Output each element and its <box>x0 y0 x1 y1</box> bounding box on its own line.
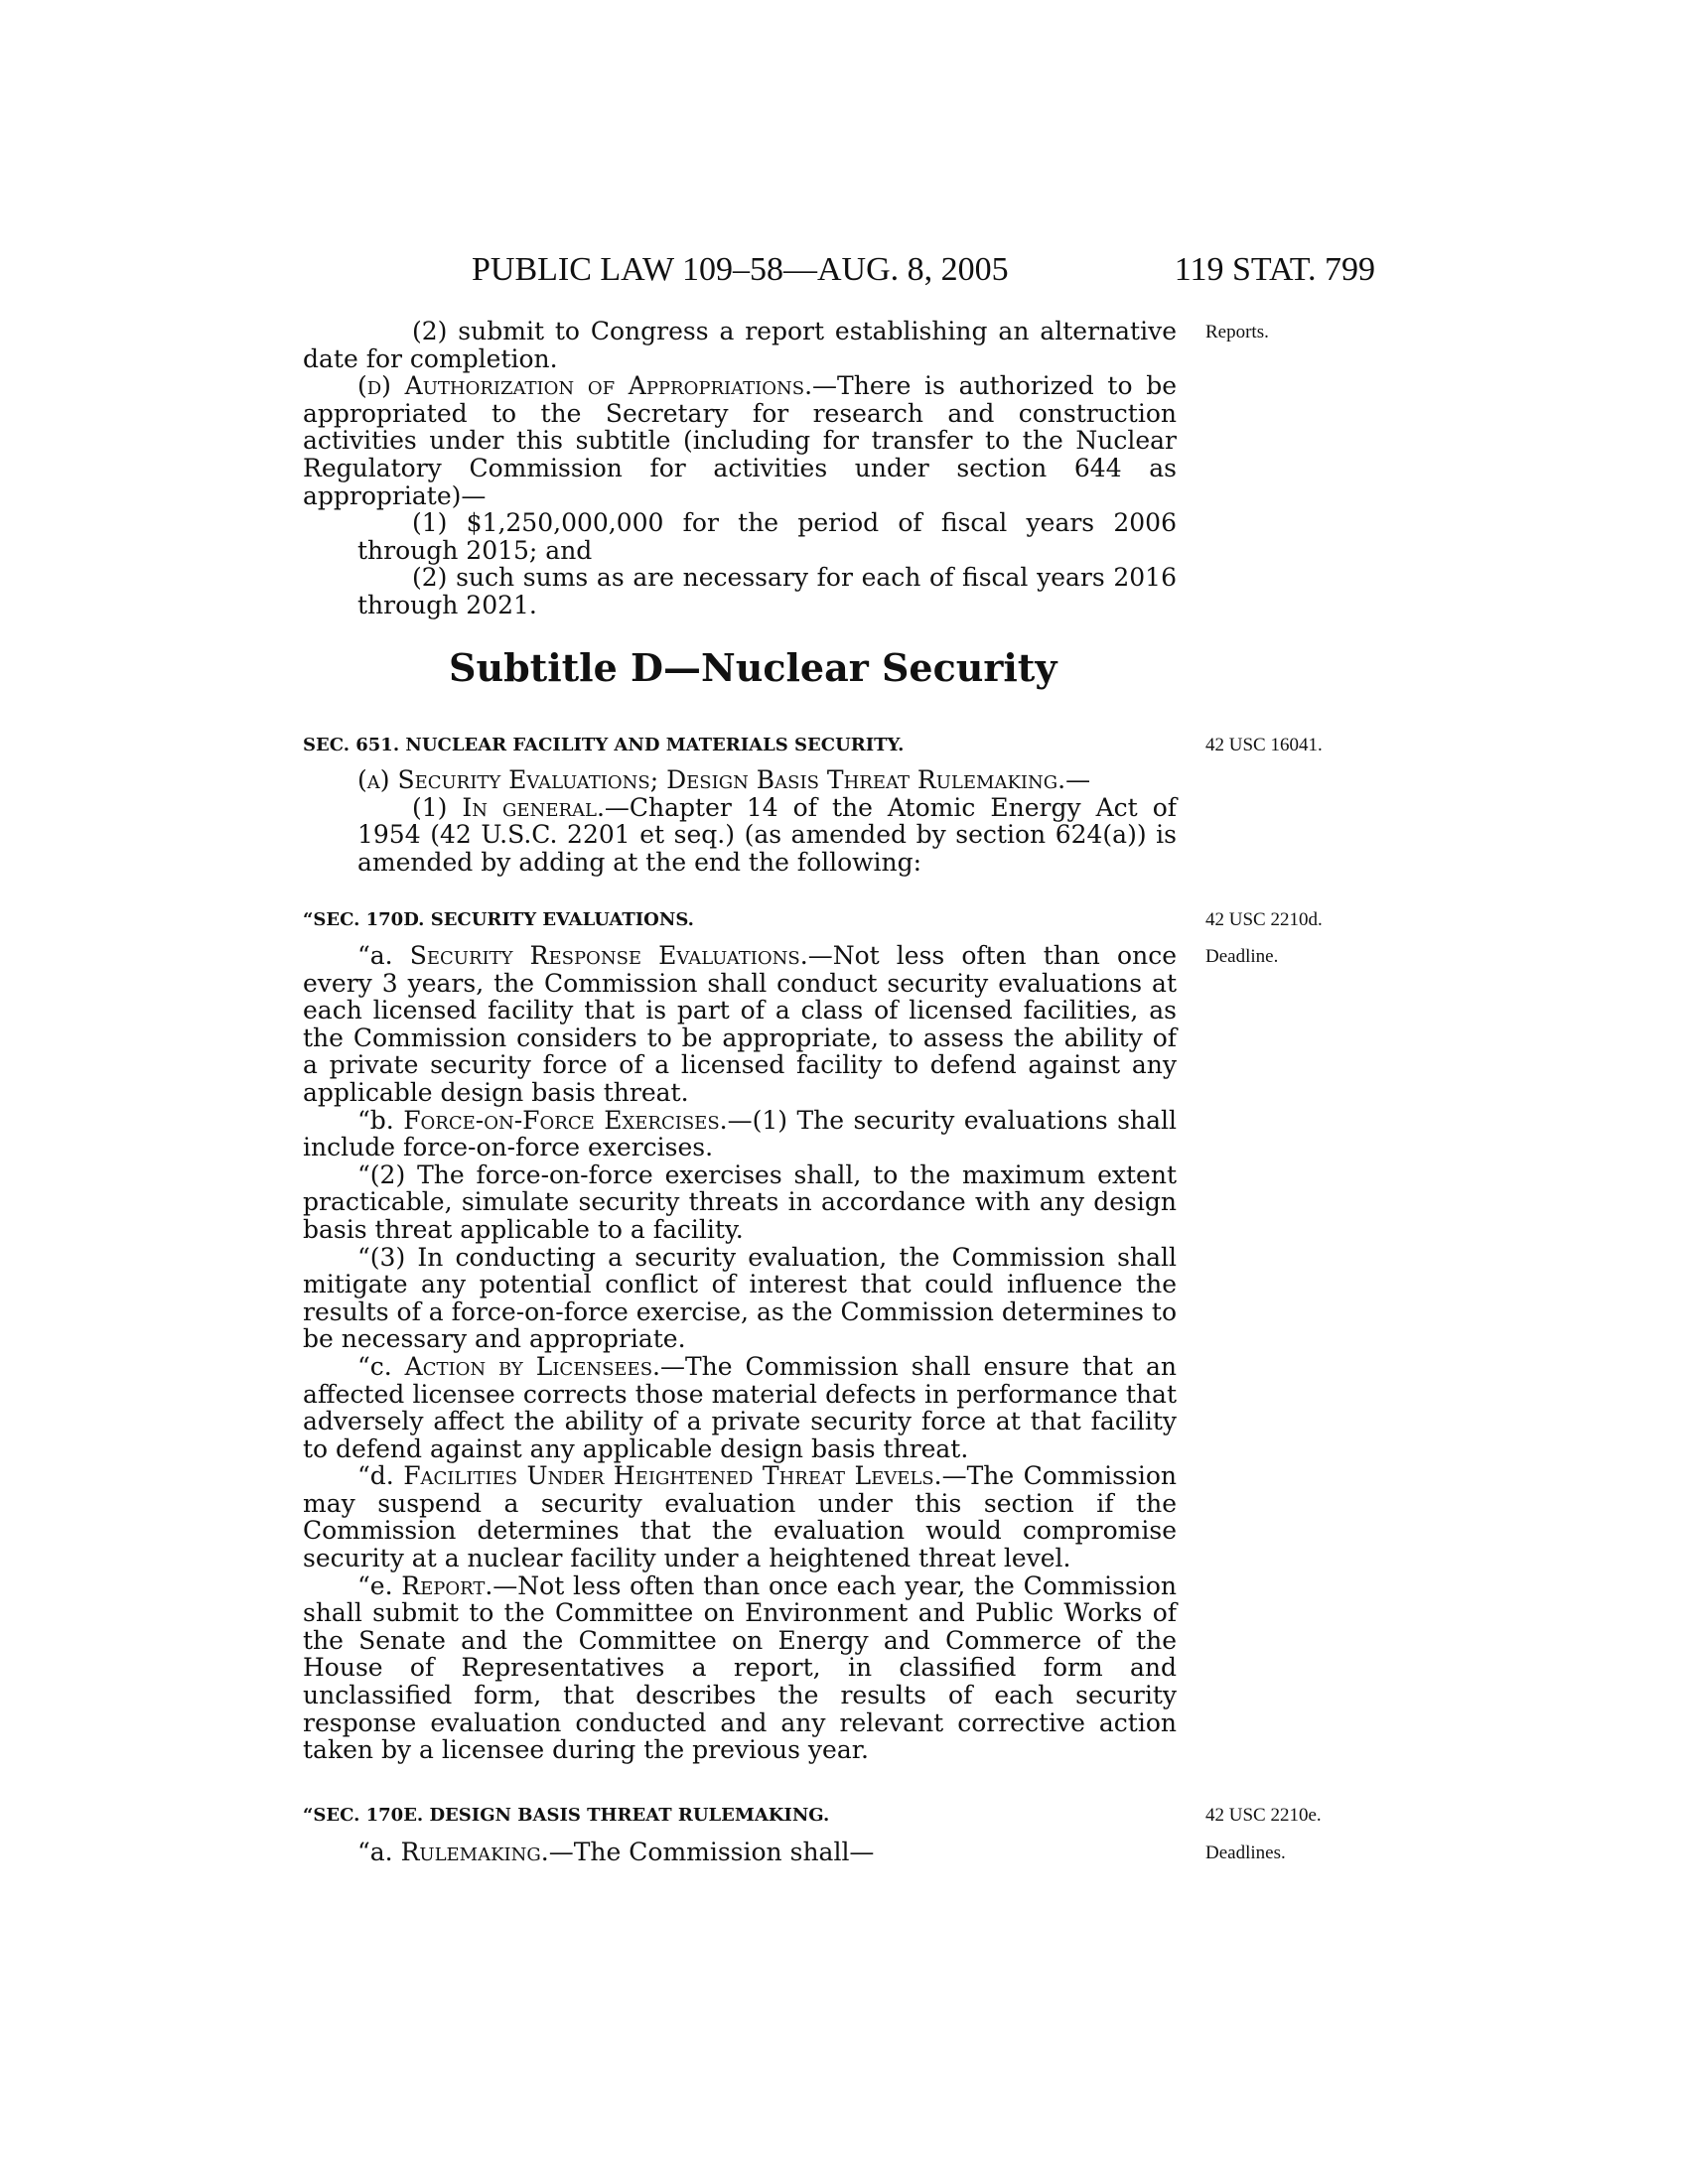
margin-note-deadlines: Deadlines. <box>1205 1843 1286 1863</box>
margin-note-deadline: Deadline. <box>1205 946 1279 967</box>
text-170d-d: —The Commission may suspend a security evaluation under this section if the Commission determines that the evaluation would compromise security at a nuclear facility under a heightened threat level. <box>303 1461 1177 1573</box>
paragraph-170d-d <box>303 1462 1177 1571</box>
text-170d-b: —(1) The security evaluations shall include force-on-force exercises. <box>303 1105 1177 1162</box>
margin-note-usc-16041: 42 USC 16041. <box>1205 735 1323 755</box>
paragraph-item-2: (2) such sums as are necessary for each of fiscal years 2016 through 2021. <box>357 563 1177 619</box>
paragraph-item-1: (1) $1,250,000,000 for the period of fiscal years 2006 through 2015; and <box>357 508 1177 565</box>
paragraph-submit-report: (2) submit to Congress a report establishing an alternative date for completion. <box>303 317 1177 373</box>
section-651-heading: SEC. 651. NUCLEAR FACILITY AND MATERIALS SECURITY. <box>303 735 905 755</box>
text-170e-a: —The Commission shall— <box>548 1838 875 1866</box>
paragraph-170d-b3: “(3) In conducting a security evaluation, the Commission shall mitigate any potential conflict of interest that could influence the results of a force-on-force exercise, as the Commission determines to be necessary and appropriate. <box>303 1242 1177 1354</box>
text-170d-c: —The Commission shall ensure that an affected licensee corrects those material defects in performance that adversely affect the ability of a private security force at that facility to defend against any applicable design basis threat. <box>303 1351 1177 1463</box>
running-head-law: PUBLIC LAW 109–58—AUG. 8, 2005 <box>472 251 1009 288</box>
quote-mark: “a. <box>357 1838 401 1866</box>
paragraph-170d-a <box>303 942 1177 1107</box>
margin-note-reports: Reports. <box>1205 322 1269 342</box>
paragraph-170e-a <box>303 1839 1177 1866</box>
margin-note-usc-2210d: 42 USC 2210d. <box>1205 909 1323 930</box>
heading-report: Report. <box>401 1570 493 1600</box>
heading-in-general: (1) In general. <box>412 792 605 822</box>
margin-note-usc-2210e: 42 USC 2210e. <box>1205 1805 1322 1826</box>
subtitle-heading: Subtitle D—Nuclear Security <box>449 645 1057 690</box>
paragraph-170d-e <box>303 1572 1177 1764</box>
section-651-block <box>303 766 1177 876</box>
heading-heightened-threat: Facilities Under Heightened Threat Levels. <box>403 1461 942 1491</box>
running-head-stat: 119 STAT. 799 <box>1174 251 1375 288</box>
heading-authorization: (d) Authorization of Appropriations. <box>357 371 813 401</box>
paragraph-170d-b2: “(2) The force-on-force exercises shall, to the maximum extent practicable, simulate security threats in accordance with any design basis threat applicable to a facility. <box>303 1160 1177 1244</box>
heading-security-response-evaluations: Security Response Evaluations. <box>409 941 808 970</box>
text-authorization: —There is authorized to be appropriated to the Secretary for research and construction activities under this subtitle (including for transfer to the Nuclear Regulatory Commission for activities under section 644 as appropriate)— <box>303 371 1177 510</box>
text-170d-a: —Not less often than once every 3 years, the Commission shall conduct security evaluations at each licensed facility that is part of a class of licensed facilities, as the Commission considers to be appropriate, to assess the ability of a private security force of a licensed facility to defend against any applicable design basis threat. <box>303 941 1177 1107</box>
text-security-evaluations: — <box>1065 765 1091 794</box>
quote-mark: “b. <box>357 1105 404 1135</box>
heading-rulemaking: Rulemaking. <box>400 1838 549 1866</box>
quote-mark: “d. <box>357 1461 404 1491</box>
section-170d-block <box>303 942 1177 1764</box>
section-170e-block <box>303 1839 1177 1866</box>
continuation-block <box>303 318 1177 619</box>
paragraph-authorization <box>303 372 1177 509</box>
text-170d-e: —Not less often than once each year, the Commission shall submit to the Committee on Environment and Public Works of the Senate and the Committee on Energy and Commerce of the House of Representatives a report, in classified form and unclassified form, that describes the results of each security response evaluation conducted and any relevant corrective action taken by a licensee during the previous year. <box>303 1570 1177 1765</box>
heading-force-on-force: Force-on-Force Exercises. <box>403 1105 728 1135</box>
text-in-general: —Chapter 14 of the Atomic Energy Act of 1954 (42 U.S.C. 2201 et seq.) (as amended by section 624(a)) is amended by adding at the end the following: <box>357 792 1177 877</box>
quote-mark: “e. <box>357 1570 402 1600</box>
quote-mark: “a. <box>357 941 410 970</box>
paragraph-170d-b <box>303 1107 1177 1161</box>
section-170d-heading: “SEC. 170D. SECURITY EVALUATIONS. <box>303 909 694 930</box>
section-170e-heading: “SEC. 170E. DESIGN BASIS THREAT RULEMAKING. <box>303 1805 830 1826</box>
paragraph-170d-c <box>303 1353 1177 1462</box>
heading-action-by-licensees: Action by Licensees. <box>404 1351 660 1381</box>
paragraph-security-evaluations <box>303 766 1177 794</box>
quote-mark: “c. <box>357 1351 405 1381</box>
heading-security-evaluations: (a) Security Evaluations; Design Basis Threat Rulemaking. <box>357 765 1066 794</box>
paragraph-in-general <box>303 794 1177 877</box>
